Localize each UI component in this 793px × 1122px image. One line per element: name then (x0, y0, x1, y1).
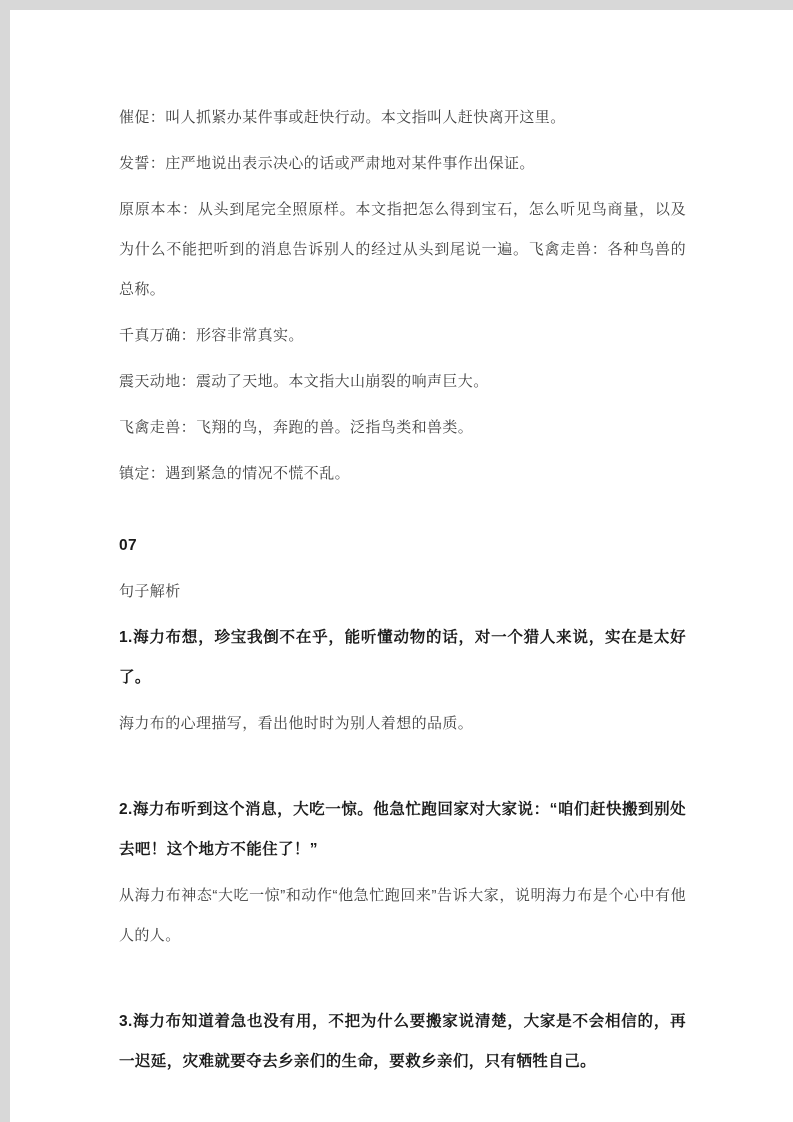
sentence-analysis: 海力布的心理描写，看出他时时为别人着想的品质。 (119, 715, 474, 732)
sentence-quote: 2.海力布听到这个消息，大吃一惊。他急忙跑回家对大家说：“咱们赶快搬到别处去吧！这个地方不能住了！” (119, 801, 686, 858)
definition-paragraph: 发誓：庄严地说出表示决心的话或严肃地对某件事作出保证。 (119, 155, 535, 172)
definition-paragraph: 飞禽走兽：飞翔的鸟，奔跑的兽。泛指鸟类和兽类。 (119, 419, 474, 436)
sentence-quote: 1.海力布想，珍宝我倒不在乎，能听懂动物的话，对一个猎人来说，实在是太好了。 (119, 629, 686, 686)
sentence-analysis: 从海力布神态“大吃一惊”和动作“他急忙跑回来”告诉大家，说明海力布是个心中有他人的人。 (119, 887, 686, 944)
definition-paragraph: 镇定：遇到紧急的情况不慌不乱。 (119, 465, 351, 482)
document-page (10, 10, 793, 1122)
sentence-quote: 3.海力布知道着急也没有用，不把为什么要搬家说清楚，大家是不会相信的，再一迟延，灾难就要夺去乡亲们的生命，要救乡亲们，只有牺牲自己。 (119, 1013, 686, 1070)
definition-paragraph: 千真万确：形容非常真实。 (119, 327, 304, 344)
definition-paragraph: 震天动地：震动了天地。本文指大山崩裂的响声巨大。 (119, 373, 489, 390)
definition-paragraph: 催促：叫人抓紧办某件事或赶快行动。本文指叫人赶快离开这里。 (119, 109, 566, 126)
definition-paragraph: 原原本本：从头到尾完全照原样。本文指把怎么得到宝石，怎么听见鸟商量，以及为什么不能把听到的消息告诉别人的经过从头到尾说一遍。飞禽走兽：各种鸟兽的总称。 (119, 201, 686, 298)
section-number: 07 (119, 537, 138, 554)
section-title: 句子解析 (119, 583, 181, 600)
